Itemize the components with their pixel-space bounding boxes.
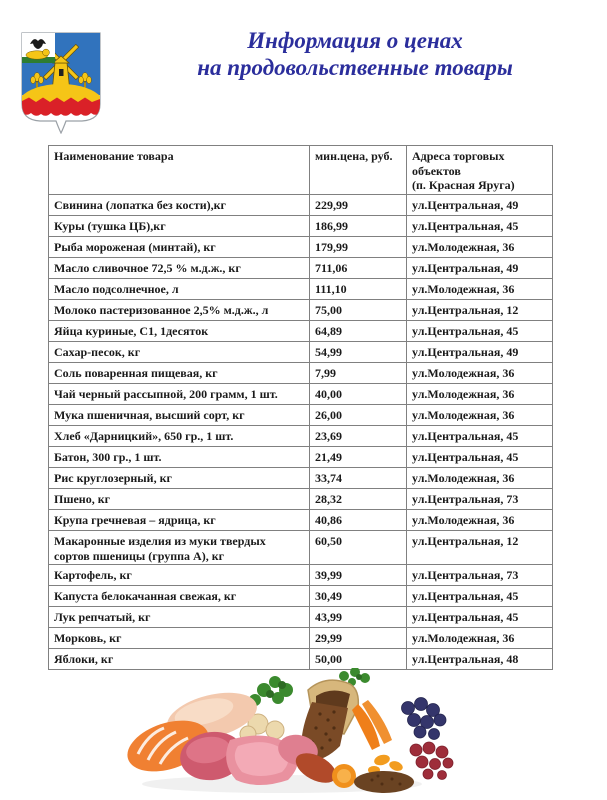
table-row [49, 468, 553, 489]
table-row [49, 279, 553, 300]
min-price-cell: 711,06 [310, 258, 407, 279]
address-cell: ул.Центральная, 45 [407, 321, 553, 342]
product-name-cell: Свинина (лопатка без кости),кг [49, 195, 310, 216]
product-name-cell: Макаронные изделия из муки твердых сортов пшеницы (группа А), кг [49, 531, 310, 565]
min-price-cell: 229,99 [310, 195, 407, 216]
address-cell: ул.Центральная, 49 [407, 258, 553, 279]
min-price-cell: 64,89 [310, 321, 407, 342]
table-row [49, 489, 553, 510]
product-name-cell: Яблоки, кг [49, 649, 310, 670]
address-cell: ул.Центральная, 73 [407, 565, 553, 586]
min-price-cell: 43,99 [310, 607, 407, 628]
min-price-cell: 28,32 [310, 489, 407, 510]
col-header-min-price: мин.цена, руб. [310, 146, 407, 195]
product-name-cell: Морковь, кг [49, 628, 310, 649]
table-row [49, 216, 553, 237]
table-row [49, 649, 553, 670]
min-price-cell: 7,99 [310, 363, 407, 384]
page-title-line2: на продовольственные товары [197, 55, 513, 80]
address-cell: ул.Центральная, 12 [407, 531, 553, 565]
address-cell: ул.Молодежная, 36 [407, 405, 553, 426]
food-collage-image [112, 668, 457, 796]
address-cell: ул.Центральная, 73 [407, 489, 553, 510]
min-price-cell: 111,10 [310, 279, 407, 300]
table-row [49, 384, 553, 405]
table-row [49, 195, 553, 216]
table-row [49, 607, 553, 628]
address-cell: ул.Молодежная, 36 [407, 279, 553, 300]
address-cell: ул.Центральная, 45 [407, 216, 553, 237]
address-cell: ул.Молодежная, 36 [407, 363, 553, 384]
product-name-cell: Картофель, кг [49, 565, 310, 586]
address-cell: ул.Молодежная, 36 [407, 628, 553, 649]
product-name-cell: Рыба мороженая (минтай), кг [49, 237, 310, 258]
address-cell: ул.Центральная, 45 [407, 426, 553, 447]
product-name-cell: Пшено, кг [49, 489, 310, 510]
address-cell: ул.Молодежная, 36 [407, 237, 553, 258]
min-price-cell: 54,99 [310, 342, 407, 363]
table-row [49, 300, 553, 321]
min-price-cell: 21,49 [310, 447, 407, 468]
table-row [49, 447, 553, 468]
page-title [118, 27, 592, 81]
min-price-cell: 30,49 [310, 586, 407, 607]
price-table [48, 145, 553, 670]
table-row [49, 628, 553, 649]
address-cell: ул.Центральная, 49 [407, 195, 553, 216]
address-cell: ул.Центральная, 45 [407, 586, 553, 607]
min-price-cell: 23,69 [310, 426, 407, 447]
address-cell: ул.Молодежная, 36 [407, 468, 553, 489]
food-collage-illustration [112, 668, 457, 796]
col-header-addresses-line3: (п. Красная Яруга) [412, 178, 515, 192]
page-title-line1: Информация о ценах [247, 28, 463, 53]
min-price-cell: 39,99 [310, 565, 407, 586]
min-price-cell: 40,00 [310, 384, 407, 405]
product-name-cell: Масло подсолнечное, л [49, 279, 310, 300]
min-price-cell: 60,50 [310, 531, 407, 565]
min-price-cell: 186,99 [310, 216, 407, 237]
col-header-addresses-line1: Адреса торговых [412, 149, 505, 163]
product-name-cell: Батон, 300 гр., 1 шт. [49, 447, 310, 468]
table-row [49, 363, 553, 384]
product-name-cell: Хлеб «Дарницкий», 650 гр., 1 шт. [49, 426, 310, 447]
product-name-cell: Масло сливочное 72,5 % м.д.ж., кг [49, 258, 310, 279]
address-cell: ул.Молодежная, 36 [407, 510, 553, 531]
table-row [49, 531, 553, 565]
address-cell: ул.Центральная, 45 [407, 447, 553, 468]
table-row [49, 237, 553, 258]
product-name-cell: Молоко пастеризованное 2,5% м.д.ж., л [49, 300, 310, 321]
coat-of-arms-icon [16, 30, 106, 134]
col-header-addresses [407, 146, 553, 195]
col-header-product: Наименование товара [49, 146, 310, 195]
product-name-cell: Чай черный рассыпной, 200 грамм, 1 шт. [49, 384, 310, 405]
address-cell: ул.Центральная, 45 [407, 607, 553, 628]
table-row [49, 565, 553, 586]
product-name-cell: Рис круглозерный, кг [49, 468, 310, 489]
min-price-cell: 26,00 [310, 405, 407, 426]
min-price-cell: 50,00 [310, 649, 407, 670]
table-row [49, 586, 553, 607]
table-row [49, 342, 553, 363]
product-name-cell: Капуста белокачанная свежая, кг [49, 586, 310, 607]
min-price-cell: 40,86 [310, 510, 407, 531]
price-table-body [49, 195, 553, 670]
address-cell: ул.Центральная, 49 [407, 342, 553, 363]
product-name-cell: Куры (тушка ЦБ),кг [49, 216, 310, 237]
table-row [49, 510, 553, 531]
min-price-cell: 29,99 [310, 628, 407, 649]
product-name-cell: Соль поваренная пищевая, кг [49, 363, 310, 384]
table-row [49, 405, 553, 426]
product-name-cell: Крупа гречневая – ядрица, кг [49, 510, 310, 531]
min-price-cell: 179,99 [310, 237, 407, 258]
price-table-head [49, 146, 553, 195]
product-name-cell: Лук репчатый, кг [49, 607, 310, 628]
product-name-cell: Мука пшеничная, высший сорт, кг [49, 405, 310, 426]
min-price-cell: 33,74 [310, 468, 407, 489]
header-row [49, 146, 553, 195]
col-header-addresses-line2: объектов [412, 163, 461, 178]
table-row [49, 426, 553, 447]
address-cell: ул.Молодежная, 36 [407, 384, 553, 405]
coat-of-arms [16, 30, 106, 134]
address-cell: ул.Центральная, 12 [407, 300, 553, 321]
table-row [49, 321, 553, 342]
address-cell: ул.Центральная, 48 [407, 649, 553, 670]
table-row [49, 258, 553, 279]
product-name-cell: Сахар-песок, кг [49, 342, 310, 363]
min-price-cell: 75,00 [310, 300, 407, 321]
product-name-cell: Яйца куриные, С1, 1десяток [49, 321, 310, 342]
